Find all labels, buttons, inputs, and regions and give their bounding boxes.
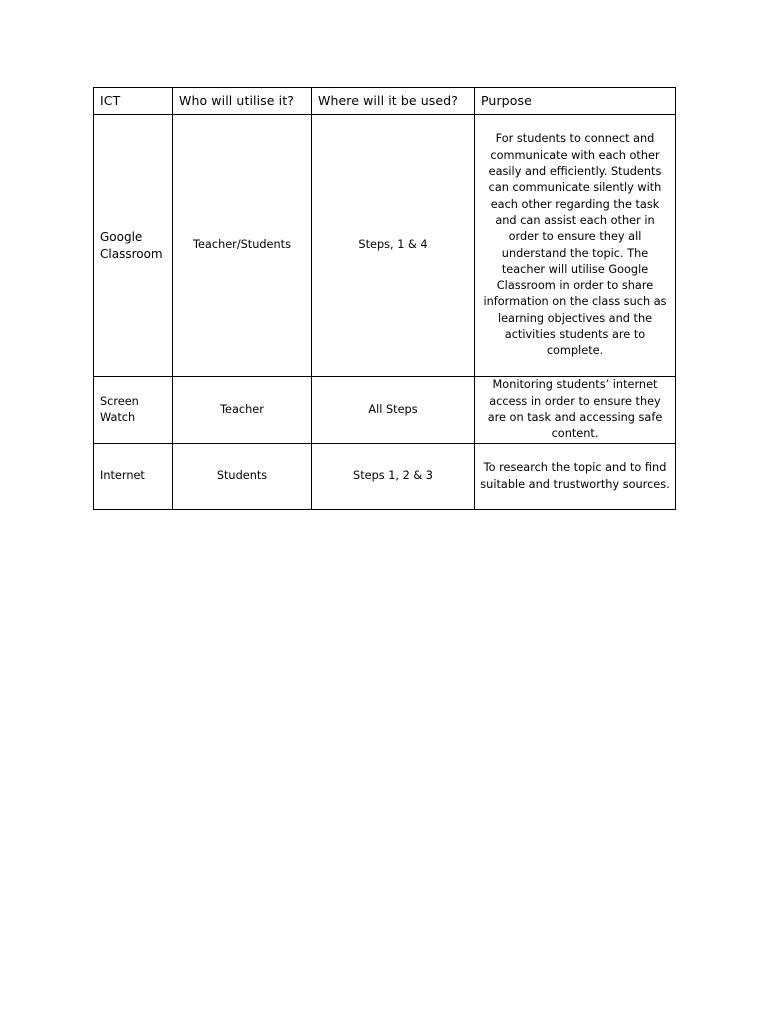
header-ict: ICT bbox=[94, 88, 173, 115]
table-row bbox=[94, 115, 676, 377]
cell-purpose: To research the topic and to find suitable and trustworthy sources. bbox=[475, 444, 676, 510]
table-header-row bbox=[94, 88, 676, 115]
header-where: Where will it be used? bbox=[312, 88, 475, 115]
table-row bbox=[94, 444, 676, 510]
cell-who: Teacher bbox=[173, 377, 312, 444]
cell-purpose: For students to connect and communicate with each other easily and efficiently. Students can communicate silently with each other regarding the task and can assist each other in order to ensure they all understand the topic. The teacher will utilise Google Classroom in order to share information on the class such as learning objectives and the activities students are to complete. bbox=[475, 115, 676, 377]
cell-purpose: Monitoring students’ internet access in order to ensure they are on task and accessing safe content. bbox=[475, 377, 676, 444]
cell-who: Students bbox=[173, 444, 312, 510]
cell-ict: Screen Watch bbox=[94, 377, 173, 444]
header-who: Who will utilise it? bbox=[173, 88, 312, 115]
table-row bbox=[94, 377, 676, 444]
header-purpose: Purpose bbox=[475, 88, 676, 115]
ict-table bbox=[93, 87, 676, 510]
cell-where: All Steps bbox=[312, 377, 475, 444]
cell-who: Teacher/Students bbox=[173, 115, 312, 377]
cell-ict: Internet bbox=[94, 444, 173, 510]
cell-where: Steps 1, 2 & 3 bbox=[312, 444, 475, 510]
cell-where: Steps, 1 & 4 bbox=[312, 115, 475, 377]
cell-ict: Google Classroom bbox=[94, 115, 173, 377]
